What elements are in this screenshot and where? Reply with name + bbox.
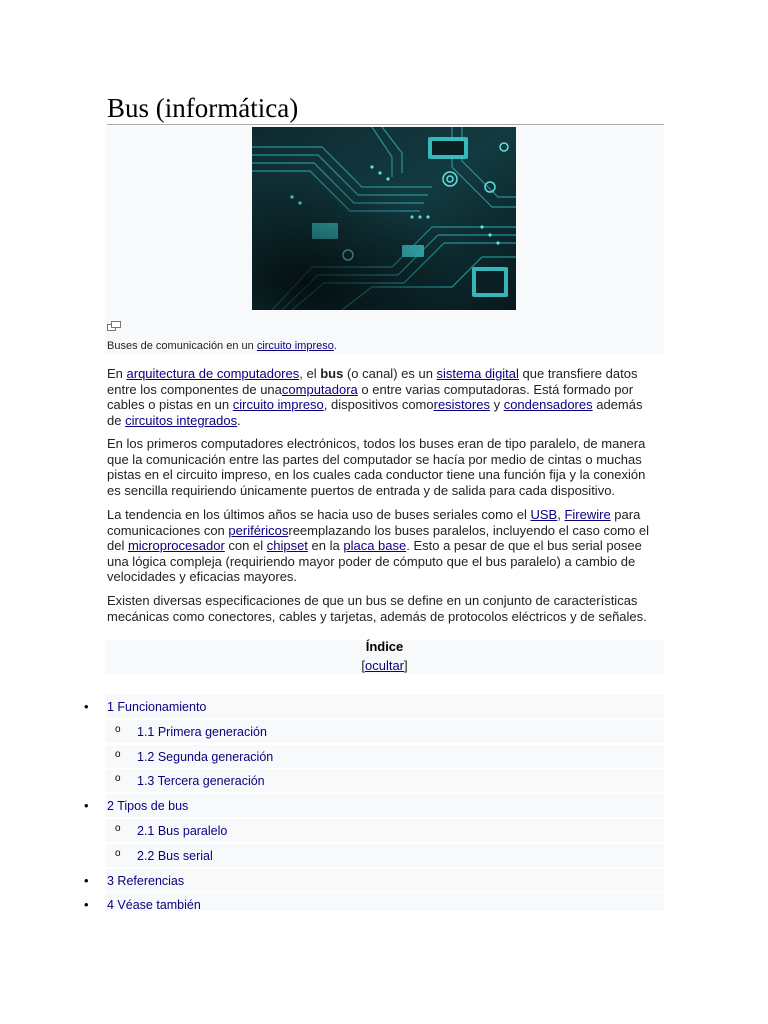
paragraph-line: En los primeros computadores electrónicos, todos los buses eran de tipo paralelo, de manera [107, 436, 646, 451]
text: o entre varias computadoras. Está formado por [357, 381, 634, 397]
paragraph-line: Existen diversas especificaciones de que un bus se define en un conjunto de características [107, 593, 638, 608]
text: . [237, 412, 241, 428]
text: cables o pistas en un [107, 397, 233, 413]
text: con el [224, 538, 267, 554]
text: (o canal) es un [343, 366, 437, 381]
toc-link[interactable]: 1.1 Primera generación [137, 725, 267, 739]
toc-item[interactable] [105, 769, 664, 792]
caption-period: . [333, 340, 337, 352]
text: reemplazando los buses paralelos, incluyendo el caso como el [288, 522, 649, 538]
paragraph-line: velocidades y eficacias mayores. [107, 569, 298, 585]
link-circuitos-integrados[interactable]: circuitos integrados [125, 412, 238, 428]
link-condensadores[interactable]: condensadores [503, 397, 593, 413]
paragraph-line [107, 366, 667, 382]
sub-bullet-icon: o [115, 773, 121, 784]
toc-hide-link[interactable]: ocultar [364, 658, 405, 673]
toc-item[interactable] [105, 819, 664, 842]
toc-header [105, 640, 664, 674]
paragraph-line [107, 538, 667, 554]
bold-term: bus [320, 366, 344, 381]
toc-link[interactable]: 1.3 Tercera generación [137, 774, 265, 788]
text: comunicaciones con [107, 522, 229, 538]
text: , dispositivos como [323, 397, 434, 413]
link-resistores[interactable]: resistores [433, 397, 490, 413]
figure-caption [107, 340, 337, 353]
circuit-board-image[interactable] [252, 127, 516, 310]
text: entre los componentes de una [107, 381, 282, 397]
toc-link[interactable]: 2.1 Bus paralelo [137, 824, 228, 838]
link-computadora[interactable]: computadora [281, 381, 358, 397]
toc-link[interactable]: 3 Referencias [107, 874, 185, 888]
paragraph-trend [107, 507, 667, 585]
toc-item[interactable] [105, 745, 664, 768]
bullet-icon: • [84, 798, 89, 813]
text: . Esto a pesar de que el bus serial posee [406, 538, 642, 554]
toc-item[interactable] [84, 869, 664, 892]
toc-toggle [105, 659, 664, 672]
link-perifericos[interactable]: periféricos [228, 522, 289, 538]
toc-item[interactable] [105, 720, 664, 743]
text: y [489, 397, 504, 413]
toc-item[interactable] [105, 844, 664, 867]
bullet-icon: • [84, 897, 89, 912]
link-microprocesador[interactable]: microprocesador [127, 538, 225, 554]
link-arquitectura[interactable]: arquitectura de computadores [126, 366, 300, 381]
toc-link[interactable]: 2.2 Bus serial [137, 849, 213, 863]
caption-text: Buses de comunicación en un [107, 340, 257, 352]
caption-link-circuito-impreso[interactable]: circuito impreso [256, 340, 334, 352]
toc-item[interactable] [84, 794, 664, 817]
link-sistema-digital[interactable]: sistema digital [436, 366, 519, 381]
paragraph-line [107, 382, 667, 398]
text: de [107, 412, 126, 428]
toc-item[interactable] [84, 695, 664, 718]
paragraph-line [107, 523, 667, 539]
bullet-icon: • [84, 699, 89, 714]
text: que transfiere datos [518, 366, 638, 381]
bracket: ] [404, 658, 408, 673]
paragraph-history [107, 436, 667, 498]
link-firewire[interactable]: Firewire [564, 507, 611, 522]
text: además [592, 397, 643, 413]
paragraph-specs [107, 593, 667, 624]
paragraph-line: mecánicas como conectores, cables y tarjetas, además de protocolos eléctricos y de señales. [107, 608, 647, 624]
toc-link[interactable]: 1.2 Segunda generación [137, 750, 274, 764]
toc-item[interactable] [84, 893, 664, 912]
sub-bullet-icon: o [115, 749, 121, 760]
text: La tendencia en los últimos años se hacia uso de buses seriales como el [107, 507, 531, 522]
link-usb[interactable]: USB [530, 507, 558, 522]
toc-link[interactable]: 4 Véase también [107, 898, 201, 912]
paragraph-line: que la comunicación entre las partes del computador se hacía por medio de cintas o muchas [107, 451, 642, 467]
text: , [557, 507, 565, 522]
link-placa-base[interactable]: placa base [343, 538, 407, 554]
link-circuito-impreso[interactable]: circuito impreso [232, 397, 324, 413]
text: para [610, 507, 641, 522]
text: En [107, 366, 127, 381]
sub-bullet-icon: o [115, 848, 121, 859]
paragraph-line [107, 413, 667, 429]
paragraph-intro [107, 366, 667, 428]
text: , el [299, 366, 321, 381]
paragraph-line [107, 507, 667, 523]
paragraph-line: una lógica compleja (requiriendo mayor poder de cómputo que el bus paralelo) a cambio de [107, 553, 636, 569]
bracket: [ [361, 658, 365, 673]
text: en la [307, 538, 344, 554]
article-figure [105, 126, 664, 354]
bullet-icon: • [84, 873, 89, 888]
toc-title: Índice [365, 639, 404, 654]
toc-link[interactable]: 2 Tipos de bus [107, 799, 189, 813]
text: del [107, 538, 128, 554]
enlarge-icon[interactable] [107, 321, 121, 331]
page-title: Bus (informática) [107, 92, 664, 125]
sub-bullet-icon: o [115, 823, 121, 834]
paragraph-line: pistas en el circuito impreso, en los cuales cada conductor tiene una función fija y la conexión [107, 467, 646, 483]
sub-bullet-icon: o [115, 724, 121, 735]
paragraph-line: es sencilla requiriendo únicamente puertos de entrada y de salida para cada dispositivo. [107, 482, 616, 498]
paragraph-line [107, 397, 667, 413]
toc-link[interactable]: 1 Funcionamiento [107, 700, 207, 714]
link-chipset[interactable]: chipset [266, 538, 308, 554]
